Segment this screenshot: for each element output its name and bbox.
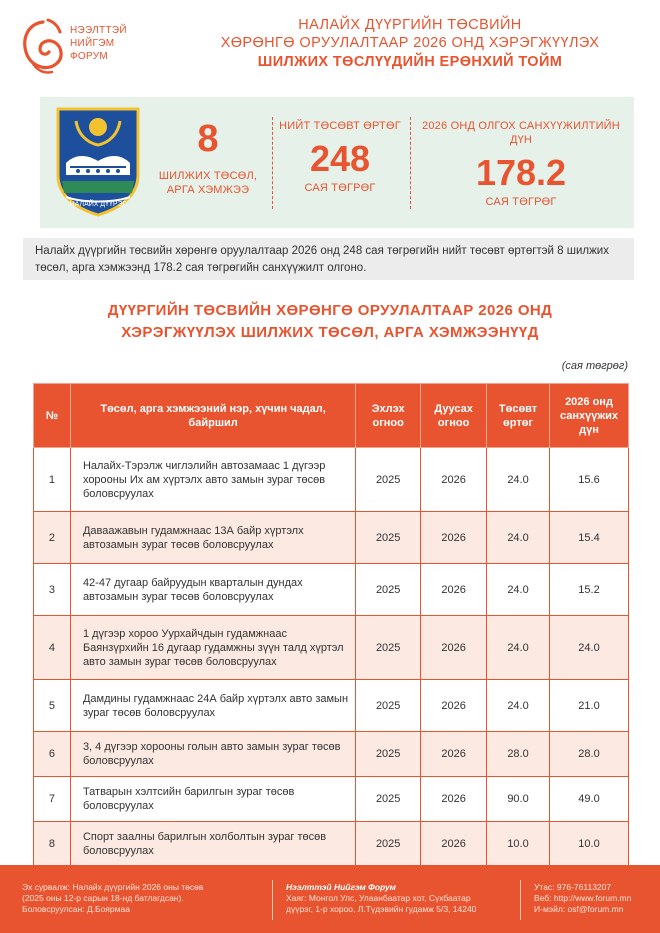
cell-budget: 10.0 — [487, 822, 550, 867]
title-line-2: ХӨРӨНГӨ ОРУУЛАЛТААР 2026 ОНД ХЭРЭГЖҮҮЛЭХ — [220, 35, 600, 51]
header-name: Төсөл, арга хэмжээний нэр, хүчин чадал, байршил — [70, 384, 355, 448]
header-no: № — [34, 384, 71, 448]
footer-web-link[interactable]: Веб: http://www.forum.mn — [534, 893, 632, 903]
cell-no: 4 — [34, 616, 71, 680]
cell-funding: 28.0 — [550, 732, 629, 777]
stat-projects-value: 8 — [197, 118, 219, 160]
stat-funding-unit: САЯ ТӨГРӨГ — [485, 196, 557, 208]
footer-source-line: Эх сурвалж: Налайх дүүргийн 2026 оны төсөв — [22, 882, 204, 892]
stat-total-budget-value: 248 — [309, 138, 371, 179]
cell-no: 7 — [34, 777, 71, 822]
stat-projects — [148, 119, 268, 197]
stat-projects-label: АРГА ХЭМЖЭЭ — [166, 184, 250, 196]
forum-logo — [18, 18, 158, 78]
section-title-line: ХЭРЭГЖҮҮЛЭХ ШИЛЖИХ ТӨСӨЛ, АРГА ХЭМЖЭЭНҮҮД — [121, 324, 539, 341]
cell-end: 2026 — [421, 448, 487, 512]
cell-end: 2026 — [421, 616, 487, 680]
page-header — [0, 0, 660, 95]
footer-source-line: Боловсруулсан: Д.Боярмаа — [22, 904, 130, 914]
header-start: Эхлэх огноо — [356, 384, 421, 448]
cell-name: Даваажавын гудамжнаас 13А байр хүртэлх автозамын зураг төсөв боловсруулах — [70, 512, 355, 564]
cell-start: 2025 — [356, 680, 421, 732]
cell-budget: 24.0 — [487, 680, 550, 732]
projects-table — [33, 383, 629, 867]
cell-start: 2025 — [356, 822, 421, 867]
footer-source — [22, 882, 262, 915]
stat-projects-label: ШИЛЖИХ ТӨСӨЛ, — [158, 170, 258, 182]
cell-funding: 21.0 — [550, 680, 629, 732]
header-funding: 2026 онд санхүүжих дүн — [550, 384, 629, 448]
unit-note: (сая төгрөг) — [561, 360, 628, 372]
cell-no: 8 — [34, 822, 71, 867]
cell-budget: 28.0 — [487, 732, 550, 777]
footer-contact — [534, 882, 654, 915]
cell-budget: 24.0 — [487, 616, 550, 680]
cell-end: 2026 — [421, 777, 487, 822]
footer-source-line: (2025 оны 12-р сарын 18-нд батлагдсан). — [22, 893, 184, 903]
cell-end: 2026 — [421, 680, 487, 732]
cell-end: 2026 — [421, 822, 487, 867]
title-line-3: ШИЛЖИХ ТӨСЛҮҮДИЙН ЕРӨНХИЙ ТОЙМ — [257, 54, 563, 70]
footer-address — [286, 882, 506, 915]
table-row — [34, 616, 629, 680]
table-row — [34, 777, 629, 822]
cell-funding: 15.2 — [550, 564, 629, 616]
footer-phone: Утас: 976-76113207 — [534, 882, 612, 892]
cell-budget: 24.0 — [487, 564, 550, 616]
cell-name: Татварын хэлтсийн барилгын зураг төсөв боловсруулах — [70, 777, 355, 822]
stat-total-budget-heading: НИЙТ ТӨСӨВТ ӨРТӨГ — [279, 120, 401, 132]
cell-name: Спорт заалны барилгын холболтын зураг төсөв боловсруулах — [70, 822, 355, 867]
cell-start: 2025 — [356, 777, 421, 822]
cell-start: 2025 — [356, 512, 421, 564]
cell-name: 42-47 дугаар байруудын кварталын дундах автозамын зураг төсөв боловсруулах — [70, 564, 355, 616]
cell-end: 2026 — [421, 512, 487, 564]
cell-start: 2025 — [356, 732, 421, 777]
table-row — [34, 732, 629, 777]
footer-divider — [520, 880, 521, 920]
cell-start: 2025 — [356, 448, 421, 512]
cell-no: 5 — [34, 680, 71, 732]
cell-name: Дамдины гудамжнаас 24А байр хүртэлх авто замын зураг төсөв боловсруулах — [70, 680, 355, 732]
header-end: Дуусах огноо — [421, 384, 487, 448]
cell-end: 2026 — [421, 564, 487, 616]
stat-funding-value: 178.2 — [475, 152, 567, 193]
section-title — [0, 300, 660, 344]
cell-no: 1 — [34, 448, 71, 512]
header-budget: Төсөвт өртөг — [487, 384, 550, 448]
stat-total-budget — [272, 119, 408, 195]
footer-address-line: дүүрэг, 1-р хороо, Л.Түдэвийн гудамж 5/3, 14240 — [286, 904, 477, 914]
title-line-1: НАЛАЙХ ДҮҮРГИЙН ТӨСВИЙН — [298, 17, 522, 33]
table-row — [34, 512, 629, 564]
cell-start: 2025 — [356, 564, 421, 616]
cell-budget: 24.0 — [487, 512, 550, 564]
table-row — [34, 822, 629, 867]
cell-name: Налайх-Тэрэлж чиглэлийн автозамаас 1 дүгээр хорооны Их ам хүртэлх авто замын зураг төсөв боловсруулах — [70, 448, 355, 512]
footer-email-link[interactable]: И-мэйл: osf@forum.mn — [534, 904, 624, 914]
cell-start: 2025 — [356, 616, 421, 680]
cell-no: 6 — [34, 732, 71, 777]
cell-no: 3 — [34, 564, 71, 616]
cell-name: 3, 4 дүгээр хорооны голын авто замын зураг төсөв боловсруулах — [70, 732, 355, 777]
page-title — [200, 16, 620, 72]
description-box: Налайх дүүргийн төсвийн хөрөнгө оруулалтаар 2026 онд 248 сая төгрөгийн нийт төсөвт өртөгтэй 8 шилжих төсөл, арга хэмжээнд 178.2 сая төгрөгийн санхүүжилт олгоно. — [23, 238, 634, 280]
stat-total-budget-unit: САЯ ТӨГРӨГ — [304, 182, 376, 194]
cell-funding: 10.0 — [550, 822, 629, 867]
cell-funding: 24.0 — [550, 616, 629, 680]
table-header-row — [34, 384, 629, 448]
cell-funding: 15.4 — [550, 512, 629, 564]
footer-org-name: Нээлттэй Нийгэм Форум — [286, 882, 396, 892]
section-title-line: ДҮҮРГИЙН ТӨСВИЙН ХӨРӨНГӨ ОРУУЛАЛТААР 2026 ОНД — [107, 302, 553, 319]
footer-divider — [272, 880, 273, 920]
page-footer — [0, 865, 660, 933]
stat-funding — [410, 119, 632, 209]
table-row — [34, 564, 629, 616]
cell-name: 1 дүгээр хороо Уурхайчдын гудамжнаас Баянзүрхийн 16 дугаар гудамжны зүүн талд хүртэл авто замын зураг төсөв боловсруулах — [70, 616, 355, 680]
logo-line: НЭЭЛТТЭЙ — [70, 25, 127, 36]
summary-panel — [40, 97, 634, 228]
logo-line: НИЙГЭМ — [70, 38, 115, 49]
table-row — [34, 680, 629, 732]
stat-funding-heading: 2026 ОНД ОЛГОХ САНХҮҮЖИЛТИЙН ДҮН — [422, 120, 620, 146]
cell-end: 2026 — [421, 732, 487, 777]
forum-logo-icon — [18, 18, 68, 76]
logo-line: ФОРУМ — [70, 51, 109, 62]
table-row — [34, 448, 629, 512]
cell-no: 2 — [34, 512, 71, 564]
district-emblem-icon — [48, 105, 148, 217]
emblem-caption: НАЛАЙХ ДҮҮРЭГ — [69, 201, 127, 208]
footer-address-line: Хаяг: Монгол Улс, Улаанбаатар хот, Сүхбаатар — [286, 893, 471, 903]
cell-funding: 49.0 — [550, 777, 629, 822]
cell-funding: 15.6 — [550, 448, 629, 512]
cell-budget: 24.0 — [487, 448, 550, 512]
logo-text — [70, 24, 127, 63]
cell-budget: 90.0 — [487, 777, 550, 822]
